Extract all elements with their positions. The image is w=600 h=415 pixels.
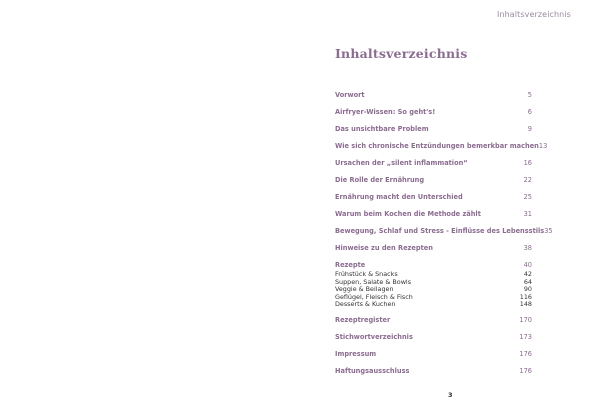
toc-entry[interactable]: [335, 108, 532, 125]
toc-subentry[interactable]: [335, 270, 532, 278]
toc-entry[interactable]: [335, 210, 532, 227]
toc-section-head[interactable]: [335, 261, 532, 270]
toc-entry-label: Ernährung macht den Unterschied: [335, 193, 463, 201]
toc-entry-label: Rezeptregister: [335, 315, 391, 324]
toc-section-recipes: [335, 261, 532, 308]
toc-entry[interactable]: [335, 316, 532, 333]
toc-entry-page: 170: [519, 315, 532, 324]
toc-entry-label: Wie sich chronische Entzündungen bemerkbar machen: [335, 142, 539, 150]
toc-entry-page: 16: [523, 159, 532, 167]
toc-entry-page: 40: [523, 261, 532, 269]
toc-entry-label: Desserts & Kuchen: [335, 300, 396, 308]
toc-entry-page: 22: [523, 176, 532, 184]
toc-entry-label: Geflügel, Fleisch & Fisch: [335, 292, 413, 301]
toc-entry-page: 9: [527, 125, 532, 133]
toc-subentry[interactable]: [335, 278, 532, 286]
toc-entry-page: 5: [527, 91, 532, 99]
page-number: 3: [448, 391, 453, 399]
toc-entry-page: 116: [519, 292, 532, 301]
page-title: Inhaltsverzeichnis: [335, 46, 468, 61]
toc-subentry[interactable]: [335, 285, 532, 293]
toc-entry-page: 38: [523, 244, 532, 252]
toc-entry[interactable]: [335, 333, 532, 350]
toc-entry[interactable]: [335, 176, 532, 193]
toc-entry-label: Warum beim Kochen die Methode zählt: [335, 210, 481, 218]
toc-entry[interactable]: [335, 244, 532, 261]
toc-entry-page: 31: [523, 210, 532, 218]
toc-entry-label: Impressum: [335, 349, 377, 358]
toc-entry-page: 64: [523, 277, 532, 286]
toc-entry-page: 148: [519, 300, 532, 308]
toc-entry-page: 35: [544, 227, 553, 235]
toc-entry[interactable]: [335, 159, 532, 176]
toc-subentry[interactable]: [335, 293, 532, 301]
toc-entries-after: [335, 316, 532, 384]
toc-entry[interactable]: [335, 367, 532, 384]
toc-entry-page: 42: [523, 270, 532, 278]
toc-entry-label: Ursachen der „silent inflammation“: [335, 159, 468, 167]
toc-entry-label: Vorwort: [335, 91, 365, 99]
toc-entry[interactable]: [335, 91, 532, 108]
toc-entry-page: 25: [523, 193, 532, 201]
toc-entry[interactable]: [335, 227, 553, 244]
toc-subentry[interactable]: [335, 300, 532, 308]
running-header: Inhaltsverzeichnis: [497, 10, 571, 19]
toc-entry-label: Haftungsausschluss: [335, 366, 410, 375]
toc-entry-label: Veggie & Beilagen: [335, 285, 394, 293]
toc-entry-label: Hinweise zu den Rezepten: [335, 244, 433, 252]
toc-entry[interactable]: [335, 125, 532, 142]
toc-entry[interactable]: [335, 193, 532, 210]
toc-entry[interactable]: [335, 350, 532, 367]
toc-entry-page: 6: [527, 108, 532, 116]
toc-entry-label: Stichwortverzeichnis: [335, 332, 413, 341]
toc-entries-before: [335, 91, 553, 261]
toc-entry[interactable]: [335, 142, 548, 159]
toc-entry-label: Bewegung, Schlaf und Stress - Einflüsse des Lebensstils: [335, 227, 545, 235]
toc-entry-label: Rezepte: [335, 261, 366, 269]
toc-entry-page: 13: [538, 142, 548, 150]
toc-entry-label: Frühstück & Snacks: [335, 270, 398, 278]
table-of-contents: [335, 91, 553, 384]
toc-subentries: [335, 270, 532, 308]
toc-entry-label: Airfryer-Wissen: So geht's!: [335, 108, 436, 116]
toc-entry-page: 176: [519, 366, 532, 375]
toc-entry-label: Suppen, Salate & Bowls: [335, 277, 412, 286]
toc-entry-label: Das unsichtbare Problem: [335, 125, 429, 133]
toc-entry-page: 90: [523, 285, 532, 293]
toc-entry-label: Die Rolle der Ernährung: [335, 176, 425, 184]
toc-entry-page: 176: [519, 349, 532, 358]
toc-entry-page: 173: [519, 332, 532, 341]
